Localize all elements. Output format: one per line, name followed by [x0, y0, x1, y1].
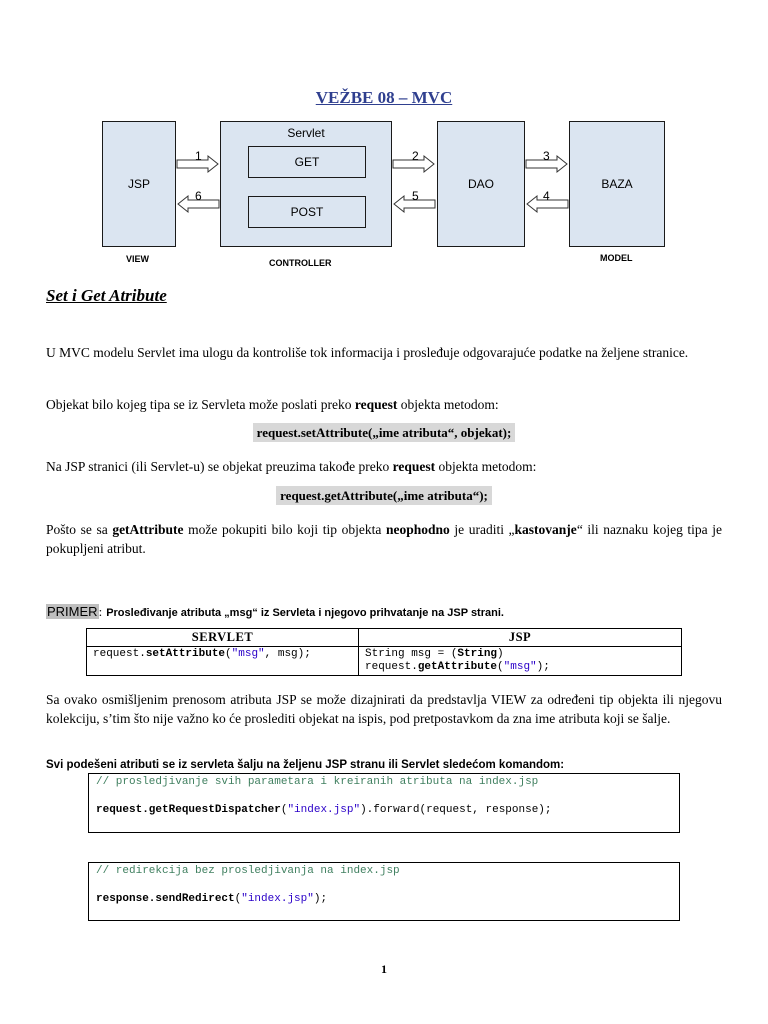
arrow-label-5: 5: [412, 189, 419, 203]
paragraph-casting: Pošto se sa getAttribute može pokupiti bilo koji tip objekta neophodno je uraditi „kastovanje“ ili naznaku kojeg tipa je pokupljeni atribut.: [46, 522, 723, 556]
code-line: response.sendRedirect("index.jsp");: [96, 893, 328, 905]
primer-label: PRIMER: [47, 604, 98, 619]
view-label: VIEW: [126, 254, 150, 264]
code-comment: // redirekcija bez prosledjivanja na index.jsp: [96, 865, 400, 877]
table-cell-servlet: request.setAttribute("msg", msg);: [87, 647, 359, 676]
table-row: [87, 647, 682, 676]
comparison-table: [86, 628, 682, 676]
table-header-servlet: SERVLET: [87, 629, 359, 647]
arrow-label-1: 1: [195, 149, 202, 163]
table-header-row: [87, 629, 682, 647]
servlet-label: Servlet: [287, 126, 325, 140]
controller-label: CONTROLLER: [269, 258, 332, 268]
paragraph-get-attribute: Na JSP stranici (ili Servlet-u) se objekat preuzima takođe preko request objekta metodom:: [46, 459, 537, 474]
primer-line: PRIMER: Prosleđivanje atributa „msg“ iz Servleta i njegovo prihvatanje na JSP strani.: [47, 604, 504, 619]
arrow-label-6: 6: [195, 189, 202, 203]
diagram-arrows: [0, 0, 768, 300]
paragraph-set-attribute: Objekat bilo kojeg tipa se iz Servleta može poslati preko request objekta metodom:: [46, 397, 499, 412]
paragraph-intro: U MVC modelu Servlet ima ulogu da kontroliše tok informacija i prosleđuje odgovarajuće podatke na željene stranice.: [46, 345, 689, 360]
get-label: GET: [294, 155, 320, 169]
code-line: request.getRequestDispatcher("index.jsp").forward(request, response);: [96, 804, 552, 816]
arrow-label-4: 4: [543, 189, 550, 203]
code-set-attribute: request.setAttribute(„ime atributa“, objekat);: [0, 424, 768, 442]
code-box-redirect: [88, 862, 680, 921]
code-get-attribute: request.getAttribute(„ime atributa“);: [0, 487, 768, 505]
table-cell-jsp: String msg = (String) request.getAttribute("msg");: [359, 647, 682, 676]
paragraph-view: Sa ovako osmišljenim prenosom atributa JSP se može dizajnirati da predstavlja VIEW za određeni tip objekta ili njegovu kolekciju, s’tim što nije važno ko će proslediti objekat na ispis, pod pretpostavkom da zna ime atributa koji se šalje.: [46, 692, 722, 726]
primer-text: Prosleđivanje atributa „msg“ iz Servleta i njegovo prihvatanje na JSP strani.: [106, 607, 504, 619]
page-number: 1: [381, 962, 387, 976]
page-title: VEŽBE 08 – MVC: [315, 88, 453, 107]
table-header-jsp: JSP: [359, 629, 682, 647]
jsp-label: JSP: [127, 177, 150, 191]
code-box-forward: [88, 773, 680, 833]
paragraph-dispatch: Svi podešeni atributi se iz servleta šalju na željenu JSP stranu ili Servlet sledećom komandom:: [46, 759, 565, 771]
dao-label: DAO: [467, 177, 494, 191]
section-heading: Set i Get Atribute: [46, 286, 167, 305]
arrow-label-3: 3: [543, 149, 550, 163]
code-comment: // prosledjivanje svih parametara i kreiranih atributa na index.jsp: [96, 776, 539, 788]
baza-label: BAZA: [601, 177, 633, 191]
arrow-label-2: 2: [412, 149, 419, 163]
post-label: POST: [290, 205, 324, 219]
model-label: MODEL: [600, 253, 633, 263]
